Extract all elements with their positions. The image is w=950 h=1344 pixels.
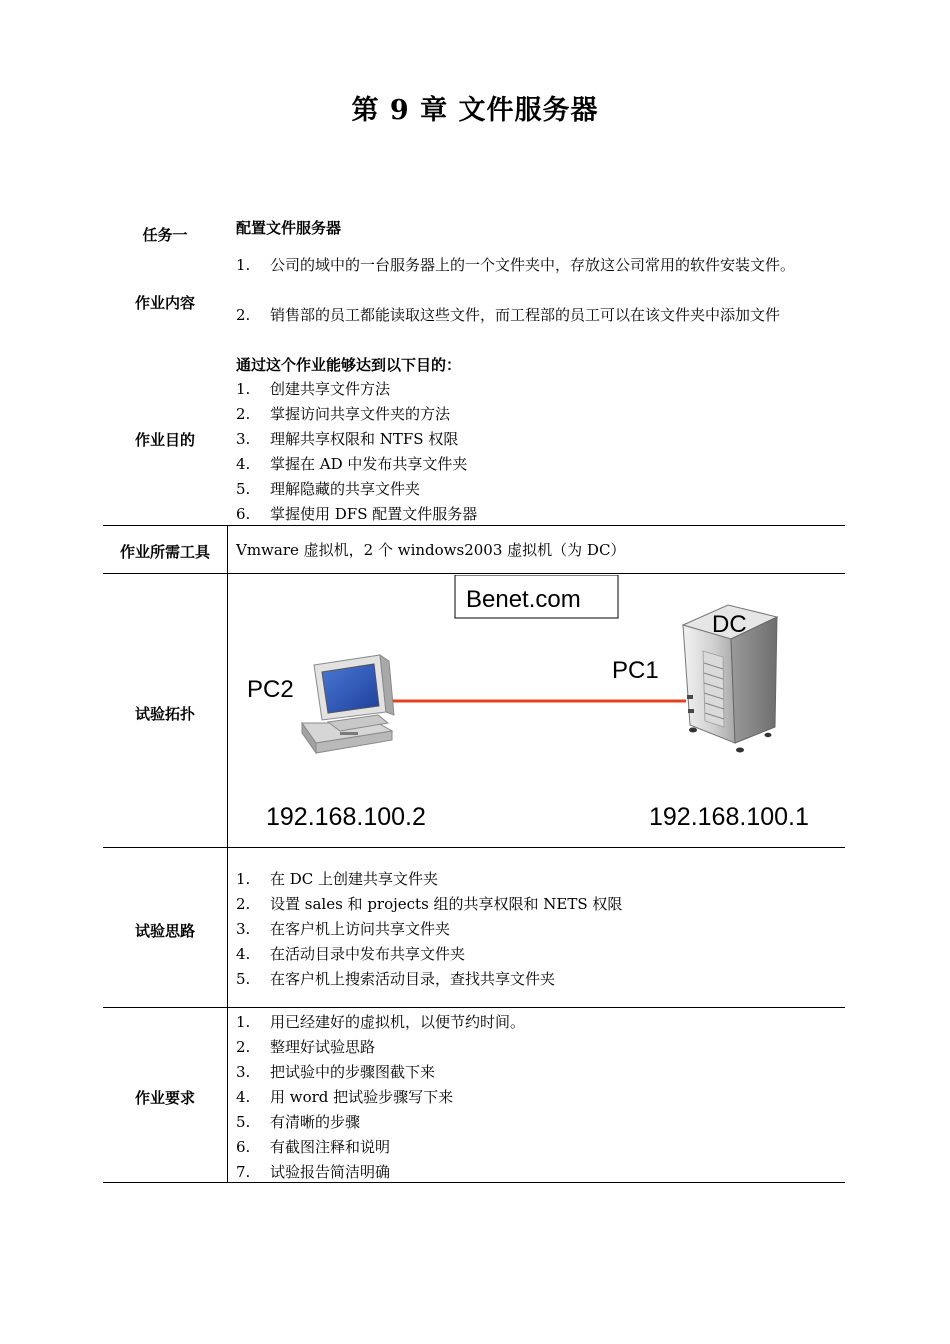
pc2-ip: 192.168.100.2 xyxy=(266,803,426,831)
content-label: 作业内容 xyxy=(134,294,195,312)
topology-diagram xyxy=(228,575,845,847)
column-divider xyxy=(227,525,228,1183)
approach-label: 试验思路 xyxy=(134,922,195,940)
domain-box xyxy=(455,575,618,618)
table-rule xyxy=(103,573,845,574)
task-label: 任务一 xyxy=(142,226,188,244)
goal-intro: 通过这个作业能够达到以下目的： xyxy=(236,356,462,374)
requirements-label: 作业要求 xyxy=(134,1089,195,1107)
dc-label: DC xyxy=(712,611,747,638)
task-value: 配置文件服务器 xyxy=(236,219,342,237)
table-rule xyxy=(103,847,845,848)
tools-label: 作业所需工具 xyxy=(119,543,210,561)
pc2-computer-icon xyxy=(302,655,394,753)
goal-label: 作业目的 xyxy=(134,431,195,449)
domain-label: Benet.com xyxy=(466,586,581,613)
pc2-label: PC2 xyxy=(247,676,294,703)
table-rule xyxy=(103,1007,845,1008)
table-rule xyxy=(103,1182,845,1183)
pc1-label: PC1 xyxy=(612,657,659,684)
topology-label: 试验拓扑 xyxy=(134,705,195,723)
pc1-ip: 192.168.100.1 xyxy=(649,803,809,831)
table-rule xyxy=(103,525,845,526)
page-title: 第 9 章 文件服务器 xyxy=(351,95,599,126)
tools-value: Vmware 虚拟机，2 个 windows2003 虚拟机（为 DC） xyxy=(236,541,626,559)
